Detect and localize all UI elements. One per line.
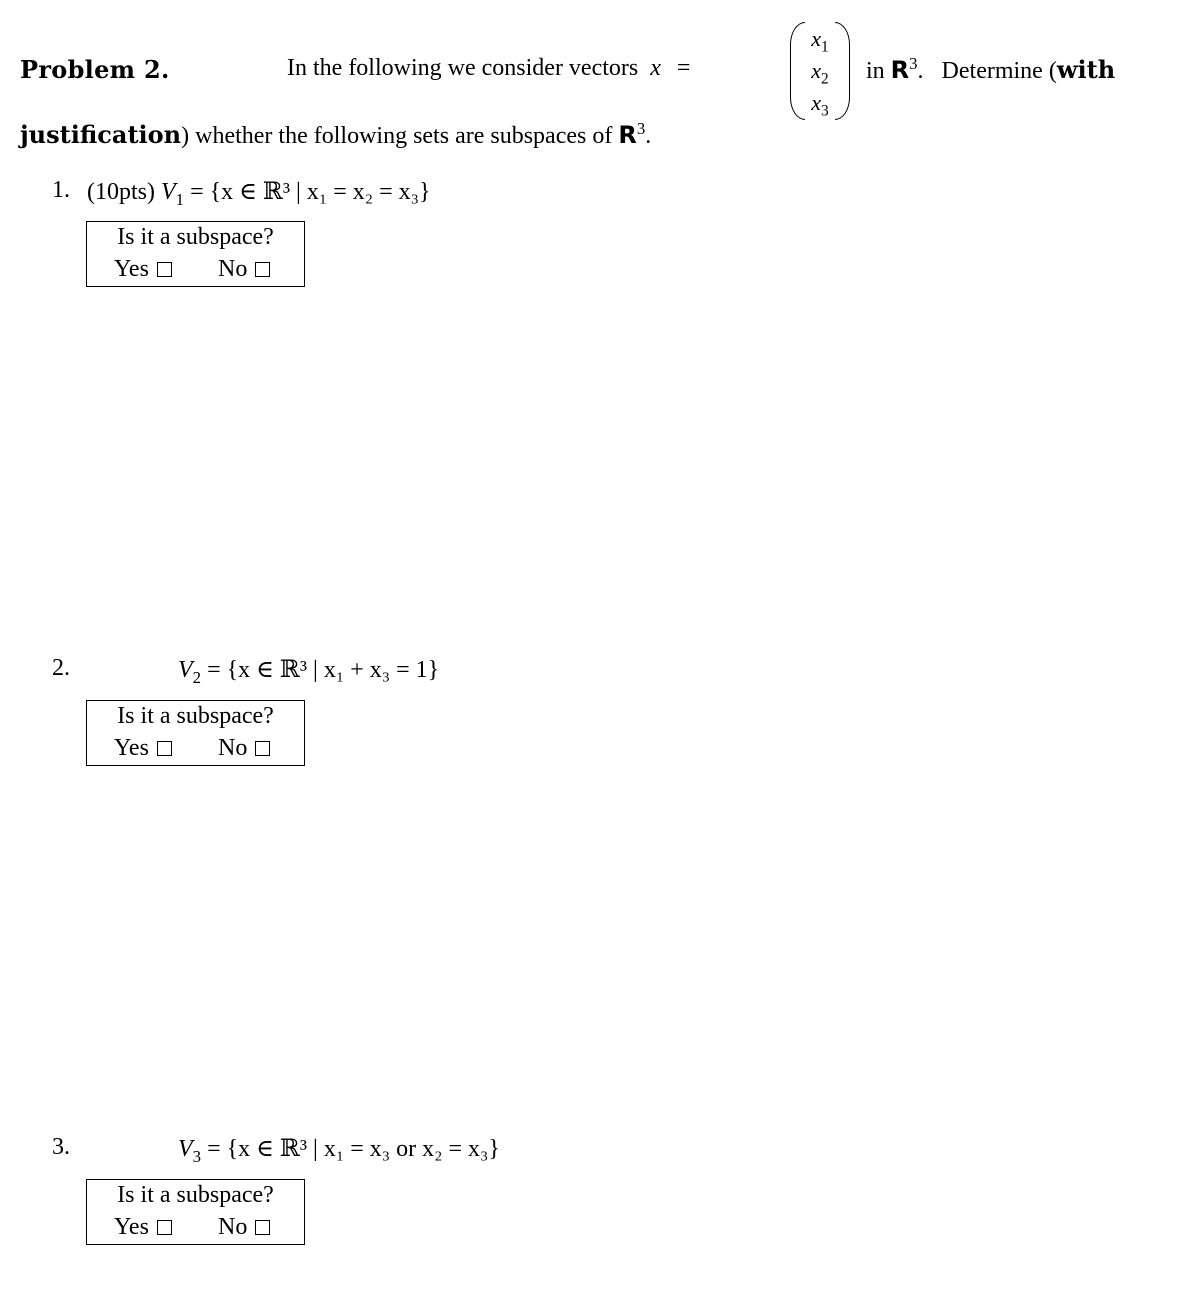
- line2-rest: ) whether the following sets are subspaces of: [181, 123, 613, 149]
- justification-bold: justification: [20, 120, 182, 149]
- yes-label: Yes: [114, 256, 149, 282]
- yes-option: [114, 256, 172, 283]
- yes-label: Yes: [114, 735, 149, 761]
- item-number: 1.: [52, 177, 70, 203]
- set-subscript: 1: [175, 189, 185, 209]
- real-space-exponent: 3: [909, 54, 918, 73]
- equals-sign: =: [676, 55, 691, 81]
- intro-sentence: In the following we consider vectors: [287, 55, 639, 81]
- intro-line-2: [20, 120, 651, 150]
- answer-box-2: [86, 700, 305, 766]
- set-subscript: 2: [192, 667, 202, 687]
- real-space-symbol-2: R: [618, 121, 637, 149]
- answer-box-3: [86, 1179, 305, 1245]
- in-text: in: [866, 58, 885, 84]
- item-number: 2.: [52, 655, 70, 681]
- set-definition: = {x ∈ ℝ³ | x₁ + x₃ = 1}: [207, 657, 440, 683]
- period: .: [917, 58, 924, 84]
- no-label: No: [218, 735, 248, 761]
- set-name: V: [178, 657, 193, 683]
- vector-component-2: $x_2$: [811, 58, 829, 88]
- right-parenthesis: [835, 22, 850, 120]
- item-3-expression: [178, 1134, 500, 1166]
- no-option: [218, 1214, 270, 1241]
- yes-checkbox[interactable]: [157, 262, 172, 277]
- yes-label: Yes: [114, 1214, 149, 1240]
- set-definition: = {x ∈ ℝ³ | x₁ = x₃ or x₂ = x₃}: [207, 1136, 500, 1162]
- determine-text: Determine (: [941, 58, 1057, 84]
- yes-checkbox[interactable]: [157, 1220, 172, 1235]
- answer-question: Is it a subspace?: [117, 703, 274, 729]
- yes-option: [114, 1214, 172, 1241]
- real-space-symbol: R: [890, 56, 910, 84]
- yes-option: [114, 735, 172, 762]
- period-2: .: [645, 123, 652, 149]
- answer-box-1: [86, 221, 305, 287]
- with-bold: with: [1056, 55, 1116, 84]
- no-option: [218, 735, 270, 762]
- yes-checkbox[interactable]: [157, 741, 172, 756]
- answer-question: Is it a subspace?: [117, 224, 274, 250]
- set-name: V: [161, 179, 176, 205]
- item-points: (10pts): [87, 179, 155, 205]
- no-label: No: [218, 256, 248, 282]
- column-vector: [790, 22, 850, 120]
- no-option: [218, 256, 270, 283]
- after-vector-text: [866, 55, 1115, 85]
- left-parenthesis: [790, 22, 805, 120]
- set-subscript: 3: [192, 1146, 202, 1166]
- no-checkbox[interactable]: [255, 262, 270, 277]
- intro-text: [287, 55, 690, 82]
- item-number: 3.: [52, 1134, 70, 1160]
- no-checkbox[interactable]: [255, 1220, 270, 1235]
- vector-variable: x: [650, 55, 661, 81]
- problem-label: Problem 2.: [20, 55, 170, 84]
- vector-component-1: $x_1$: [811, 26, 829, 56]
- no-checkbox[interactable]: [255, 741, 270, 756]
- item-2-expression: [178, 655, 440, 687]
- real-space-exponent-2: 3: [636, 119, 646, 138]
- no-label: No: [218, 1214, 248, 1240]
- vector-component-3: $x_3$: [811, 90, 829, 120]
- set-name: V: [178, 1136, 193, 1162]
- set-definition: = {x ∈ ℝ³ | x₁ = x₂ = x₃}: [190, 179, 431, 205]
- answer-question: Is it a subspace?: [117, 1182, 274, 1208]
- item-1-expression: [87, 177, 431, 209]
